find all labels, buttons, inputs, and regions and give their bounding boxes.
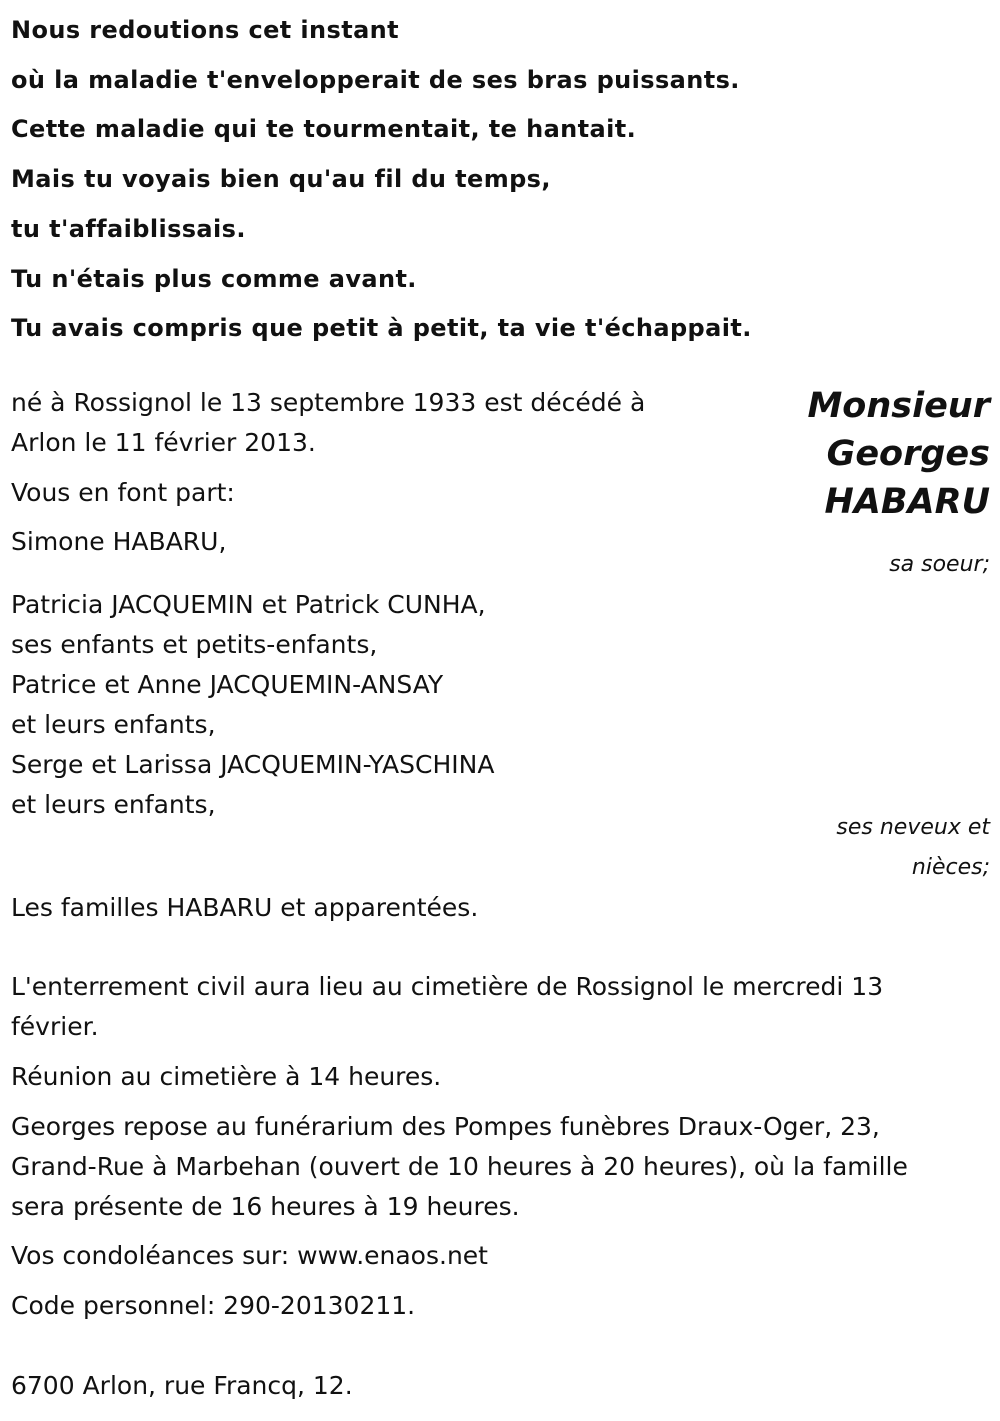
birth-death-line-2: Arlon le 11 février 2013. — [11, 428, 316, 457]
personal-code-text: Code personnel: 290-20130211. — [11, 1291, 416, 1320]
deceased-name — [807, 382, 990, 526]
poem-line: Tu avais compris que petit à petit, ta vie t'échappait. — [11, 314, 752, 343]
nephews-line: ses enfants et petits-enfants, — [11, 630, 378, 659]
poem-line: Cette maladie qui te tourmentait, te hantait. — [11, 115, 637, 144]
condolences-text: Vos condoléances sur: www.enaos.net — [11, 1241, 488, 1270]
announce-text: Vous en font part: — [11, 478, 235, 507]
meeting-text: Réunion au cimetière à 14 heures. — [11, 1062, 442, 1091]
nephews-relation-line-1: ses neveux et — [836, 815, 990, 840]
repose-line-1: Georges repose au funérarium des Pompes funèbres Draux-Oger, 23, — [11, 1112, 880, 1141]
sister-relation: sa soeur; — [889, 552, 990, 577]
repose-line-2: Grand-Rue à Marbehan (ouvert de 10 heures à 20 heures), où la famille — [11, 1152, 908, 1181]
families-text: Les familles HABARU et apparentées. — [11, 893, 479, 922]
repose-line-3: sera présente de 16 heures à 19 heures. — [11, 1192, 520, 1221]
birth-death-line-1: né à Rossignol le 13 septembre 1933 est décédé à — [11, 388, 646, 417]
deceased-last-name: HABARU — [824, 482, 990, 522]
funeral-line-1: L'enterrement civil aura lieu au cimetière de Rossignol le mercredi 13 — [11, 972, 884, 1001]
poem-line: tu t'affaiblissais. — [11, 214, 246, 243]
poem — [11, 6, 971, 354]
poem-line: Nous redoutions cet instant — [11, 16, 400, 44]
nephews-line: et leurs enfants, — [11, 790, 216, 819]
poem-line: Tu n'étais plus comme avant. — [11, 264, 417, 293]
nephews-line: Serge et Larissa JACQUEMIN-YASCHINA — [11, 750, 495, 779]
nephews-relation-line-2: nièces; — [911, 855, 990, 880]
nephews-line: Patricia JACQUEMIN et Patrick CUNHA, — [11, 590, 486, 619]
funeral-line-2: février. — [11, 1012, 99, 1041]
poem-line: où la maladie t'envelopperait de ses bras puissants. — [11, 65, 740, 94]
sister-name: Simone HABARU, — [11, 527, 227, 556]
deceased-first-name: Georges — [826, 434, 990, 474]
nephews-line: et leurs enfants, — [11, 710, 216, 739]
address-text: 6700 Arlon, rue Francq, 12. — [11, 1371, 353, 1400]
poem-line: Mais tu voyais bien qu'au fil du temps, — [11, 165, 551, 194]
deceased-title: Monsieur — [807, 386, 990, 426]
nephews-line: Patrice et Anne JACQUEMIN-ANSAY — [11, 670, 444, 699]
